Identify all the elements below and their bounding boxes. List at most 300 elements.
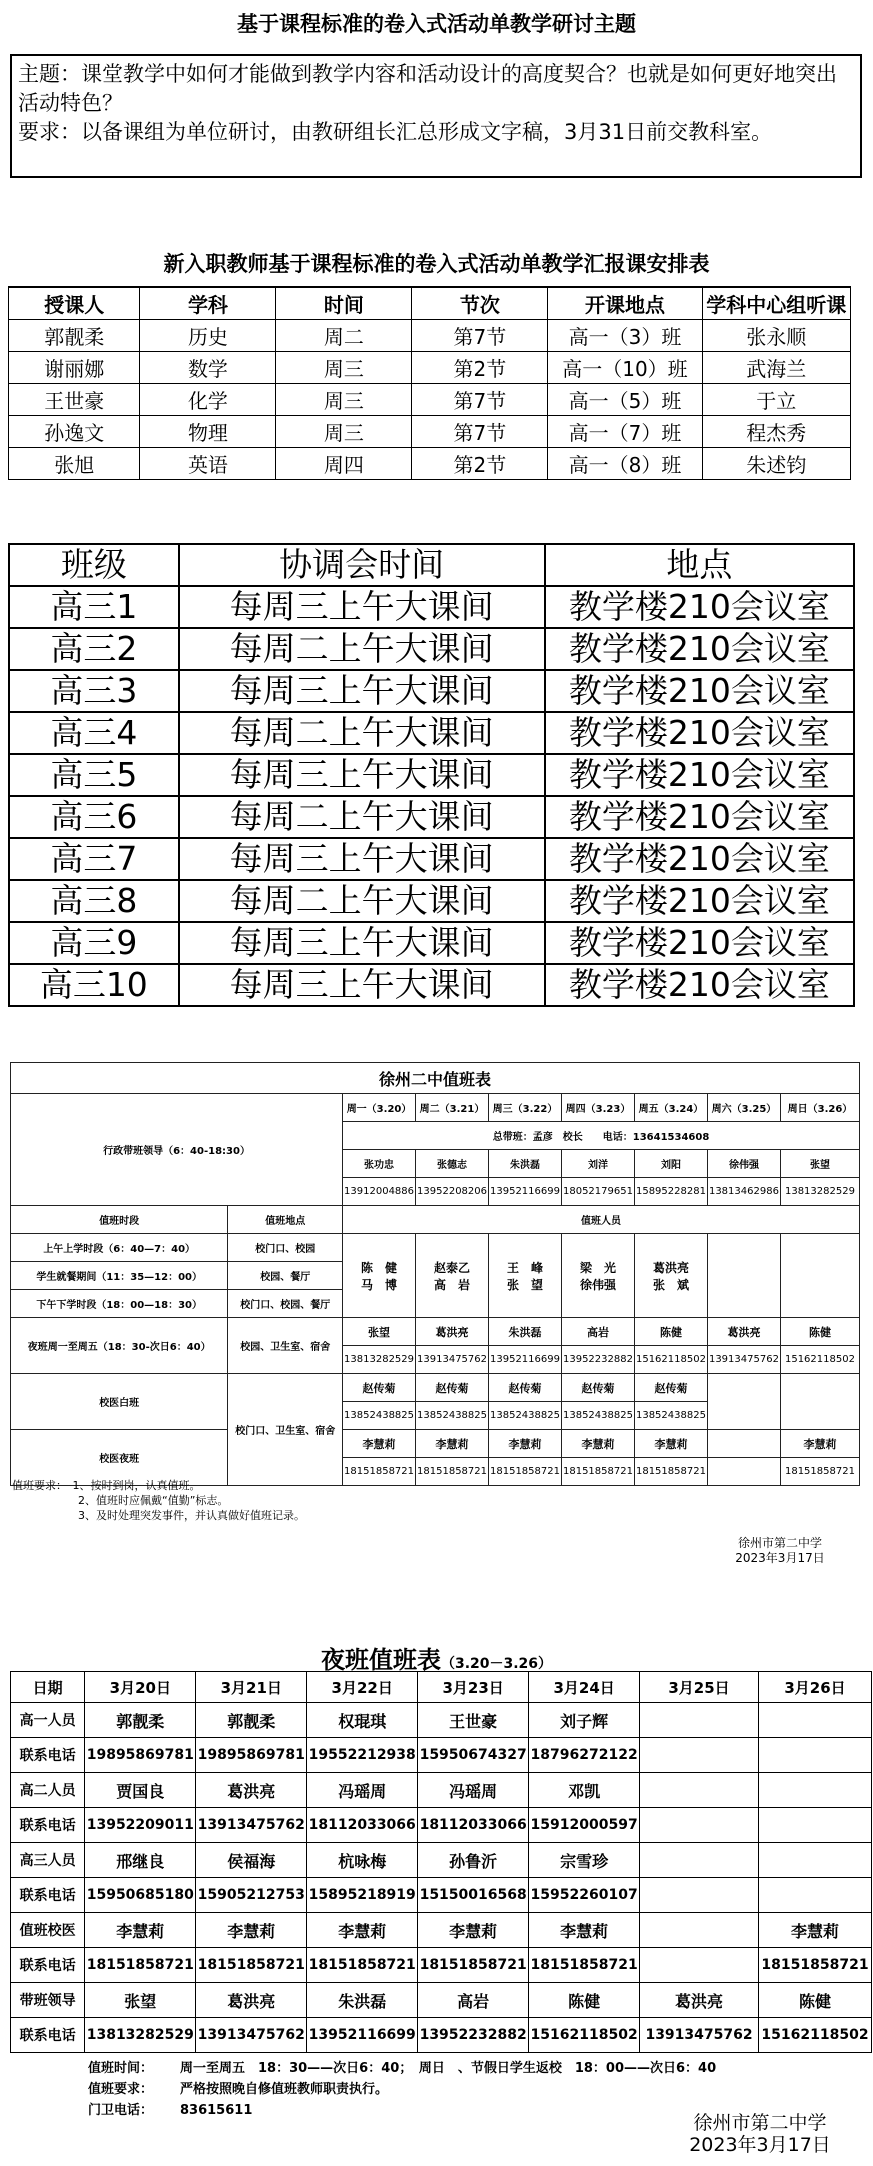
lesson-cell: 周二 xyxy=(276,320,412,352)
name-cell: 李慧莉 xyxy=(418,1913,529,1948)
phone-cell: 13813282529 xyxy=(85,2018,196,2053)
staff-top: 葛洪亮 xyxy=(652,1260,689,1275)
lesson-cell: 周三 xyxy=(276,416,412,448)
lesson-cell: 高一（7）班 xyxy=(548,416,702,448)
meeting-cell: 每周三上午大课间 xyxy=(179,922,545,964)
doctor-day-name: 赵传菊 xyxy=(489,1374,562,1402)
duty-day-cell: 周三（3.22） xyxy=(489,1094,562,1122)
meeting-header-row xyxy=(9,544,854,586)
phone-cell: 13913475762 xyxy=(196,1808,307,1843)
meeting-row xyxy=(9,922,854,964)
lesson-cell: 王世豪 xyxy=(9,384,140,416)
topic-box xyxy=(10,54,862,178)
phone-cell: 13952232882 xyxy=(418,2018,529,2053)
name-cell: 贾国良 xyxy=(85,1773,196,1808)
phone-row xyxy=(11,1878,872,1913)
lesson-cell: 高一（8）班 xyxy=(548,448,702,480)
leader-phone: 13952116699 xyxy=(489,1178,562,1206)
phone-cell: 18151858721 xyxy=(529,1948,640,1983)
night-phone: 13952232882 xyxy=(562,1346,635,1374)
lesson-header-cell: 开课地点 xyxy=(548,287,702,320)
staff-bottom: 徐伟强 xyxy=(579,1277,616,1292)
name-cell: 权琨琪 xyxy=(307,1703,418,1738)
leader-phone: 13813282529 xyxy=(780,1178,859,1206)
lesson-header-cell: 时间 xyxy=(276,287,412,320)
name-cell: 陈健 xyxy=(529,1983,640,2018)
daytime-staff-cell xyxy=(343,1234,416,1318)
name-cell: 王世豪 xyxy=(418,1703,529,1738)
meeting-row xyxy=(9,880,854,922)
night-name: 朱洪磊 xyxy=(489,1318,562,1346)
leader-phone: 15895228281 xyxy=(634,1178,707,1206)
phone-cell: 15905212753 xyxy=(196,1878,307,1913)
night-name: 陈健 xyxy=(634,1318,707,1346)
staff-row xyxy=(11,1913,872,1948)
staff-row xyxy=(11,1773,872,1808)
doctor-night-names-row xyxy=(11,1430,860,1458)
phone-row xyxy=(11,1948,872,1983)
phone-cell: 15952260107 xyxy=(529,1878,640,1913)
footer-value: 83615611 xyxy=(180,2103,253,2118)
phone-cell: 15150016568 xyxy=(418,1878,529,1913)
lesson-header-cell: 学科中心组听课 xyxy=(702,287,850,320)
name-cell xyxy=(640,1843,759,1878)
lesson-cell: 第2节 xyxy=(412,448,548,480)
meeting-cell: 教学楼210会议室 xyxy=(545,586,854,628)
name-cell: 李慧莉 xyxy=(85,1913,196,1948)
date-header: 日期 xyxy=(11,1672,85,1703)
meeting-cell: 每周二上午大课间 xyxy=(179,796,545,838)
leader-name: 刘洋 xyxy=(562,1150,635,1178)
row-label: 高二人员 xyxy=(11,1773,85,1808)
staff-top: 王 峰 xyxy=(507,1260,544,1275)
row-label: 联系电话 xyxy=(11,1808,85,1843)
night-name: 陈健 xyxy=(780,1318,859,1346)
night-duty-title-main: 夜班值班表 xyxy=(320,1646,441,1674)
doctor-night-name: 李慧莉 xyxy=(634,1430,707,1458)
night-sign-date: 2023年3月17日 xyxy=(689,2134,831,2156)
leader-name: 张功忠 xyxy=(343,1150,416,1178)
name-cell: 张望 xyxy=(85,1983,196,2018)
phone-cell: 15950685180 xyxy=(85,1878,196,1913)
phone-cell: 18151858721 xyxy=(418,1948,529,1983)
meeting-header-cell: 班级 xyxy=(9,544,179,586)
staff-bottom: 高 岩 xyxy=(434,1277,471,1292)
lesson-header-cell: 学科 xyxy=(140,287,276,320)
meeting-row xyxy=(9,754,854,796)
night-name: 高岩 xyxy=(562,1318,635,1346)
phone-cell: 13952116699 xyxy=(307,2018,418,2053)
leader-phone: 13912004886 xyxy=(343,1178,416,1206)
lesson-cell: 第7节 xyxy=(412,384,548,416)
period-label: 学生就餐期间（11：35—12：00） xyxy=(11,1262,228,1290)
meeting-cell: 教学楼210会议室 xyxy=(545,670,854,712)
name-cell: 刘子辉 xyxy=(529,1703,640,1738)
lesson-cell: 谢丽娜 xyxy=(9,352,140,384)
meeting-cell: 每周三上午大课间 xyxy=(179,754,545,796)
name-cell: 邢继良 xyxy=(85,1843,196,1878)
night-phone: 13913475762 xyxy=(707,1346,780,1374)
staff-row xyxy=(11,1703,872,1738)
night-label: 夜班周一至周五（18：30-次日6：40） xyxy=(11,1318,228,1374)
phone-cell: 19895869781 xyxy=(85,1738,196,1773)
footer-line xyxy=(10,2058,872,2079)
name-cell: 陈健 xyxy=(758,1983,871,2018)
meeting-cell: 教学楼210会议室 xyxy=(545,796,854,838)
phone-row xyxy=(11,1738,872,1773)
night-sign-org: 徐州市第二中学 xyxy=(693,2112,827,2134)
row-label: 联系电话 xyxy=(11,1878,85,1913)
duty-note: 值班要求： 1、按时到岗，认真值班。 xyxy=(12,1479,201,1492)
staff-top: 梁 光 xyxy=(579,1260,616,1275)
phone-cell xyxy=(640,1878,759,1913)
meeting-cell: 每周三上午大课间 xyxy=(179,838,545,880)
name-cell: 冯瑶周 xyxy=(307,1773,418,1808)
doctor-night-phone: 18151858721 xyxy=(562,1458,635,1486)
duty-day-cell: 周四（3.23） xyxy=(562,1094,635,1122)
footer-label: 值班要求： xyxy=(88,2082,154,2097)
topic-requirement: 要求：以备课组为单位研讨，由教研组长汇总形成文字稿，3月31日前交教科室。 xyxy=(18,120,773,144)
night-phone: 13952116699 xyxy=(489,1346,562,1374)
meeting-cell: 高三3 xyxy=(9,670,179,712)
place-header: 值班地点 xyxy=(228,1206,343,1234)
doctor-night-phone: 18151858721 xyxy=(634,1458,707,1486)
meeting-row xyxy=(9,628,854,670)
staff-bottom: 张 望 xyxy=(507,1277,544,1292)
lesson-cell: 高一（3）班 xyxy=(548,320,702,352)
night-phone: 13913475762 xyxy=(416,1346,489,1374)
staff-top: 陈 健 xyxy=(361,1260,398,1275)
doctor-night-name: 李慧莉 xyxy=(489,1430,562,1458)
lesson-cell: 孙逸文 xyxy=(9,416,140,448)
doctor-day-name: 赵传菊 xyxy=(343,1374,416,1402)
period-label: 上午上学时段（6：40—7：40） xyxy=(11,1234,228,1262)
phone-cell: 18151858721 xyxy=(85,1948,196,1983)
night-phone: 13813282529 xyxy=(343,1346,416,1374)
meeting-row xyxy=(9,670,854,712)
date-cell: 3月26日 xyxy=(758,1672,871,1703)
lesson-cell: 周四 xyxy=(276,448,412,480)
daytime-staff-cell xyxy=(489,1234,562,1318)
meeting-cell: 高三4 xyxy=(9,712,179,754)
duty-day-cell: 周日（3.26） xyxy=(780,1094,859,1122)
lesson-cell: 郭靓柔 xyxy=(9,320,140,352)
meeting-cell: 高三8 xyxy=(9,880,179,922)
phone-cell xyxy=(640,1738,759,1773)
meeting-cell: 教学楼210会议室 xyxy=(545,712,854,754)
phone-cell: 13913475762 xyxy=(640,2018,759,2053)
row-label: 高三人员 xyxy=(11,1843,85,1878)
staff-bottom: 张 斌 xyxy=(652,1277,689,1292)
night-duty-title xyxy=(0,1640,873,1675)
doctor-day-phone: 13852438825 xyxy=(562,1402,635,1430)
doctor-day-phone: 13852438825 xyxy=(416,1402,489,1430)
date-cell: 3月24日 xyxy=(529,1672,640,1703)
meeting-row xyxy=(9,796,854,838)
meeting-row xyxy=(9,712,854,754)
night-phone: 15162118502 xyxy=(634,1346,707,1374)
leader-name: 张望 xyxy=(780,1150,859,1178)
leader-label: 行政带班领导（6：40-18:30） xyxy=(11,1094,343,1206)
chief-leader: 总带班：孟彦 校长 电话：13641534608 xyxy=(343,1122,860,1150)
phone-cell xyxy=(758,1738,871,1773)
night-name: 葛洪亮 xyxy=(707,1318,780,1346)
night-place: 校园、卫生室、宿舍 xyxy=(228,1318,343,1374)
meeting-cell: 教学楼210会议室 xyxy=(545,922,854,964)
duty-signature xyxy=(700,1536,860,1566)
meeting-cell: 教学楼210会议室 xyxy=(545,628,854,670)
night-duty-signature xyxy=(660,2112,860,2156)
empty-cell xyxy=(707,1234,780,1318)
footer-label: 值班时间： xyxy=(88,2061,154,2076)
name-cell: 李慧莉 xyxy=(196,1913,307,1948)
topic-title: 基于课程标准的卷入式活动单教学研讨主题 xyxy=(237,12,636,36)
name-cell: 李慧莉 xyxy=(307,1913,418,1948)
meeting-header-cell: 地点 xyxy=(545,544,854,586)
date-cell: 3月22日 xyxy=(307,1672,418,1703)
meeting-header-cell: 协调会时间 xyxy=(179,544,545,586)
night-duty-title-range: （3.20－3.26） xyxy=(440,1656,553,1672)
footer-value: 周一至周五 18：30——次日6：40； 周日 、节假日学生返校 18：00——次日6：40 xyxy=(180,2061,717,2076)
lesson-cell: 高一（10）班 xyxy=(548,352,702,384)
row-label: 高一人员 xyxy=(11,1703,85,1738)
lesson-cell: 朱述钧 xyxy=(702,448,850,480)
empty-cell xyxy=(780,1374,859,1430)
lesson-schedule-table xyxy=(8,286,851,480)
lesson-cell: 周三 xyxy=(276,384,412,416)
leader-name: 徐伟强 xyxy=(707,1150,780,1178)
night-names-row xyxy=(11,1318,860,1346)
name-cell: 侯福海 xyxy=(196,1843,307,1878)
lesson-cell: 第2节 xyxy=(412,352,548,384)
name-cell: 高岩 xyxy=(418,1983,529,2018)
phone-cell: 18796272122 xyxy=(529,1738,640,1773)
name-cell: 朱洪磊 xyxy=(307,1983,418,2018)
phone-cell: 18112033066 xyxy=(307,1808,418,1843)
lesson-cell: 张旭 xyxy=(9,448,140,480)
doctor-day-phone: 13852438825 xyxy=(634,1402,707,1430)
meeting-cell: 每周二上午大课间 xyxy=(179,880,545,922)
meeting-cell: 高三10 xyxy=(9,964,179,1006)
name-cell: 孙鲁沂 xyxy=(418,1843,529,1878)
phone-cell xyxy=(640,1808,759,1843)
duty-sign-org: 徐州市第二中学 xyxy=(737,1536,822,1550)
daytime-staff-cell xyxy=(562,1234,635,1318)
phone-cell xyxy=(758,1808,871,1843)
phone-cell: 19552212938 xyxy=(307,1738,418,1773)
name-cell: 李慧莉 xyxy=(529,1913,640,1948)
empty-cell xyxy=(707,1374,780,1430)
daytime-staff-cell xyxy=(416,1234,489,1318)
date-cell: 3月20日 xyxy=(85,1672,196,1703)
night-duty-header-row xyxy=(11,1672,872,1703)
phone-cell: 18151858721 xyxy=(196,1948,307,1983)
doctor-place: 校门口、卫生室、宿舍 xyxy=(228,1374,343,1486)
name-cell: 葛洪亮 xyxy=(196,1773,307,1808)
doctor-night-name: 李慧莉 xyxy=(343,1430,416,1458)
doctor-night-phone: 18151858721 xyxy=(489,1458,562,1486)
phone-cell: 15162118502 xyxy=(529,2018,640,2053)
doctor-night-name: 李慧莉 xyxy=(780,1430,859,1458)
duty-days-row xyxy=(11,1094,860,1122)
meeting-cell: 高三5 xyxy=(9,754,179,796)
meeting-cell: 高三7 xyxy=(9,838,179,880)
name-cell: 李慧莉 xyxy=(758,1913,871,1948)
period-header: 值班时段 xyxy=(11,1206,228,1234)
name-cell: 葛洪亮 xyxy=(196,1983,307,2018)
night-duty-table xyxy=(10,1671,872,2053)
lesson-cell: 化学 xyxy=(140,384,276,416)
phone-row xyxy=(11,2018,872,2053)
lesson-header-cell: 授课人 xyxy=(9,287,140,320)
meeting-cell: 高三9 xyxy=(9,922,179,964)
lesson-schedule-title: 新入职教师基于课程标准的卷入式活动单教学汇报课安排表 xyxy=(163,252,710,276)
doctor-day-label: 校医白班 xyxy=(11,1374,228,1430)
lesson-cell: 第7节 xyxy=(412,320,548,352)
period-place: 校门口、校园 xyxy=(228,1234,343,1262)
phone-cell xyxy=(640,1948,759,1983)
meeting-row xyxy=(9,838,854,880)
meeting-cell: 高三1 xyxy=(9,586,179,628)
doctor-night-name: 李慧莉 xyxy=(416,1430,489,1458)
name-cell xyxy=(640,1913,759,1948)
phone-cell: 15895218919 xyxy=(307,1878,418,1913)
duty-day-cell: 周一（3.20） xyxy=(343,1094,416,1122)
meeting-row xyxy=(9,586,854,628)
leader-phone: 18052179651 xyxy=(562,1178,635,1206)
night-phone: 15162118502 xyxy=(780,1346,859,1374)
phone-cell: 18112033066 xyxy=(418,1808,529,1843)
night-name: 葛洪亮 xyxy=(416,1318,489,1346)
row-label: 联系电话 xyxy=(11,1738,85,1773)
doctor-day-names-row xyxy=(11,1374,860,1402)
lesson-cell: 数学 xyxy=(140,352,276,384)
doctor-day-name: 赵传菊 xyxy=(634,1374,707,1402)
meeting-cell: 每周三上午大课间 xyxy=(179,670,545,712)
date-cell: 3月21日 xyxy=(196,1672,307,1703)
phone-cell: 18151858721 xyxy=(307,1948,418,1983)
name-cell: 邓凯 xyxy=(529,1773,640,1808)
leader-name: 刘阳 xyxy=(634,1150,707,1178)
duty-notes xyxy=(12,1478,712,1523)
lesson-cell: 程杰秀 xyxy=(702,416,850,448)
leader-name: 朱洪磊 xyxy=(489,1150,562,1178)
row-label: 带班领导 xyxy=(11,1983,85,2018)
lesson-header-cell: 节次 xyxy=(412,287,548,320)
staff-top: 赵泰乙 xyxy=(434,1260,471,1275)
lesson-cell: 第7节 xyxy=(412,416,548,448)
staff-row xyxy=(11,1843,872,1878)
phone-cell: 19895869781 xyxy=(196,1738,307,1773)
doctor-night-name xyxy=(707,1430,780,1458)
name-cell: 杭咏梅 xyxy=(307,1843,418,1878)
topic-theme: 主题：课堂教学中如何才能做到教学内容和活动设计的高度契合？也就是如何更好地突出活动特色？ xyxy=(18,62,837,115)
doctor-night-phone: 18151858721 xyxy=(343,1458,416,1486)
doctor-night-name: 李慧莉 xyxy=(562,1430,635,1458)
doctor-night-label: 校医夜班 xyxy=(11,1430,228,1486)
duty-day-cell: 周五（3.24） xyxy=(634,1094,707,1122)
lesson-row xyxy=(9,384,851,416)
doctor-night-phone: 18151858721 xyxy=(416,1458,489,1486)
date-cell: 3月23日 xyxy=(418,1672,529,1703)
duty-roster-table xyxy=(10,1062,860,1486)
leader-phone: 13813462986 xyxy=(707,1178,780,1206)
meeting-cell: 教学楼210会议室 xyxy=(545,754,854,796)
footer-value: 严格按照晚自修值班教师职责执行。 xyxy=(180,2082,389,2097)
name-cell: 郭靓柔 xyxy=(85,1703,196,1738)
meeting-cell: 每周二上午大课间 xyxy=(179,712,545,754)
lesson-cell: 于立 xyxy=(702,384,850,416)
phone-cell: 13913475762 xyxy=(196,2018,307,2053)
lesson-cell: 物理 xyxy=(140,416,276,448)
doctor-day-phone: 13852438825 xyxy=(343,1402,416,1430)
row-label: 值班校医 xyxy=(11,1913,85,1948)
lesson-cell: 历史 xyxy=(140,320,276,352)
meeting-cell: 教学楼210会议室 xyxy=(545,880,854,922)
period-label: 下午下学时段（18：00—18：30） xyxy=(11,1290,228,1318)
duty-day-cell: 周六（3.25） xyxy=(707,1094,780,1122)
name-cell: 宗雪珍 xyxy=(529,1843,640,1878)
period-place: 校门口、校园、餐厅 xyxy=(228,1290,343,1318)
name-cell xyxy=(758,1843,871,1878)
leader-phone: 13952208206 xyxy=(416,1178,489,1206)
doctor-night-phone xyxy=(707,1458,780,1486)
meeting-cell: 每周三上午大课间 xyxy=(179,586,545,628)
duty-day-cell: 周二（3.21） xyxy=(416,1094,489,1122)
duty-title-row xyxy=(11,1063,860,1094)
name-cell xyxy=(640,1773,759,1808)
footer-label: 门卫电话： xyxy=(88,2103,154,2118)
lesson-row xyxy=(9,352,851,384)
phone-row xyxy=(11,1808,872,1843)
meeting-cell: 每周三上午大课间 xyxy=(179,964,545,1006)
phone-cell: 15162118502 xyxy=(758,2018,871,2053)
name-cell: 冯瑶周 xyxy=(418,1773,529,1808)
daytime-staff-cell xyxy=(634,1234,707,1318)
doctor-day-name: 赵传菊 xyxy=(562,1374,635,1402)
phone-cell: 15912000597 xyxy=(529,1808,640,1843)
empty-cell xyxy=(780,1234,859,1318)
date-cell: 3月25日 xyxy=(640,1672,759,1703)
phone-cell: 15950674327 xyxy=(418,1738,529,1773)
meeting-cell: 每周二上午大课间 xyxy=(179,628,545,670)
doctor-night-phone: 18151858721 xyxy=(780,1458,859,1486)
doctor-day-phone: 13852438825 xyxy=(489,1402,562,1430)
name-cell xyxy=(758,1703,871,1738)
staff-header: 值班人员 xyxy=(343,1206,860,1234)
lesson-header-row xyxy=(9,287,851,320)
lesson-cell: 高一（5）班 xyxy=(548,384,702,416)
lesson-cell: 英语 xyxy=(140,448,276,480)
meeting-cell: 教学楼210会议室 xyxy=(545,964,854,1006)
meeting-cell: 高三2 xyxy=(9,628,179,670)
duty-sign-date: 2023年3月17日 xyxy=(735,1551,825,1565)
phone-cell: 18151858721 xyxy=(758,1948,871,1983)
night-name: 张望 xyxy=(343,1318,416,1346)
name-cell: 郭靓柔 xyxy=(196,1703,307,1738)
duty-note: 3、及时处理突发事件，并认真做好值班记录。 xyxy=(12,1509,305,1522)
row-label: 联系电话 xyxy=(11,2018,85,2053)
row-label: 联系电话 xyxy=(11,1948,85,1983)
period-place: 校园、餐厅 xyxy=(228,1262,343,1290)
lesson-row xyxy=(9,320,851,352)
phone-cell: 13952209011 xyxy=(85,1808,196,1843)
lesson-row xyxy=(9,448,851,480)
staff-row xyxy=(11,1983,872,2018)
meeting-cell: 高三6 xyxy=(9,796,179,838)
leader-name: 张德志 xyxy=(416,1150,489,1178)
meeting-cell: 教学楼210会议室 xyxy=(545,838,854,880)
